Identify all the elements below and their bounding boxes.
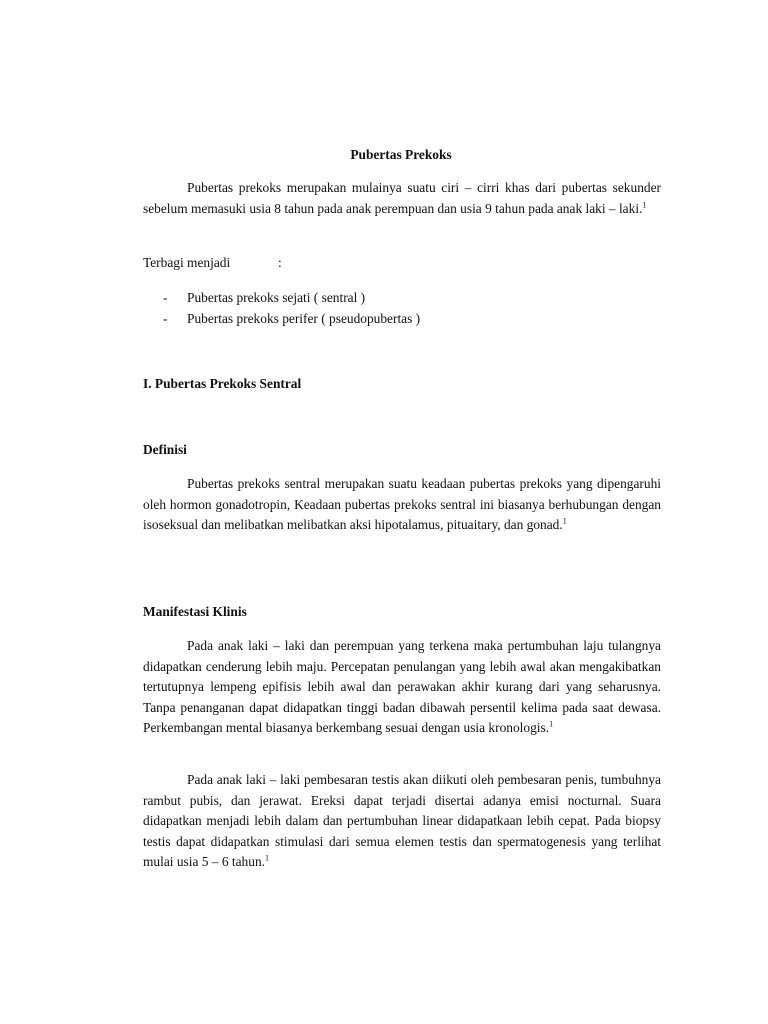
- manifestations-paragraph-2: [143, 770, 661, 873]
- document-title: Pubertas Prekoks: [350, 147, 452, 162]
- definition-text: Pubertas prekoks sentral merupakan suatu keadaan pubertas prekoks yang dipengaruhi oleh hormon gonadotropin, Keadaan pubertas prekoks sentral ini biasanya berhubungan dengan isoseksual dan melibatkan melibatkan aksi hipotalamus, pituaitary, dan gonad.: [143, 476, 661, 532]
- definition-heading: Definisi: [143, 442, 187, 457]
- division-colon: :: [278, 255, 282, 270]
- division-label: Terbagi menjadi: [143, 255, 231, 270]
- list-bullet: -: [163, 290, 168, 305]
- intro-text: Pubertas prekoks merupakan mulainya suatu ciri – cirri khas dari pubertas sekunder sebelum memasuki usia 8 tahun pada anak perempuan dan usia 9 tahun pada anak laki – laki.: [143, 180, 661, 216]
- manifestations-heading: Manifestasi Klinis: [143, 604, 247, 619]
- definition-footnote-ref: 1: [562, 516, 567, 526]
- list-bullet: -: [163, 311, 168, 326]
- list-item-text: Pubertas prekoks sejati ( sentral ): [187, 290, 366, 305]
- section-heading: I. Pubertas Prekoks Sentral: [143, 376, 302, 391]
- manifestations-text-1: Pada anak laki – laki dan perempuan yang terkena maka pertumbuhan laju tulangnya didapatkan cenderung lebih maju. Percepatan penulangan yang lebih awal akan mengakibatkan tertutupnya lempeng epifisis lebih awal dan perawakan akhir kurang dari yang seharusnya. Tanpa penanganan dapat didapatkan tinggi badan dibawah persentil kelima pada saat dewasa. Perkembangan mental biasanya berkembang sesuai dengan usia kronologis.: [143, 638, 661, 735]
- manifestations-footnote-ref-2: 1: [265, 853, 269, 863]
- definition-paragraph: [143, 474, 661, 536]
- intro-paragraph: [143, 178, 661, 219]
- list-item-text: Pubertas prekoks perifer ( pseudopubertas ): [187, 311, 421, 326]
- intro-footnote-ref: 1: [642, 200, 647, 210]
- manifestations-paragraph-1: [143, 636, 661, 739]
- manifestations-text-2: Pada anak laki – laki pembesaran testis akan diikuti oleh pembesaran penis, tumbuhnya rambut pubis, dan jerawat. Ereksi dapat terjadi disertai adanya emisi nocturnal. Suara didapatkan menjadi lebih dalam dan pertumbuhan linear didapatkaan lebih cepat. Pada biopsy testis dapat didapatkan stimulasi dari semua elemen testis dan spermatogenesis yang terlihat mulai usia 5 – 6 tahun.: [143, 772, 661, 869]
- manifestations-footnote-ref-1: 1: [549, 719, 554, 729]
- division-line: [143, 255, 230, 271]
